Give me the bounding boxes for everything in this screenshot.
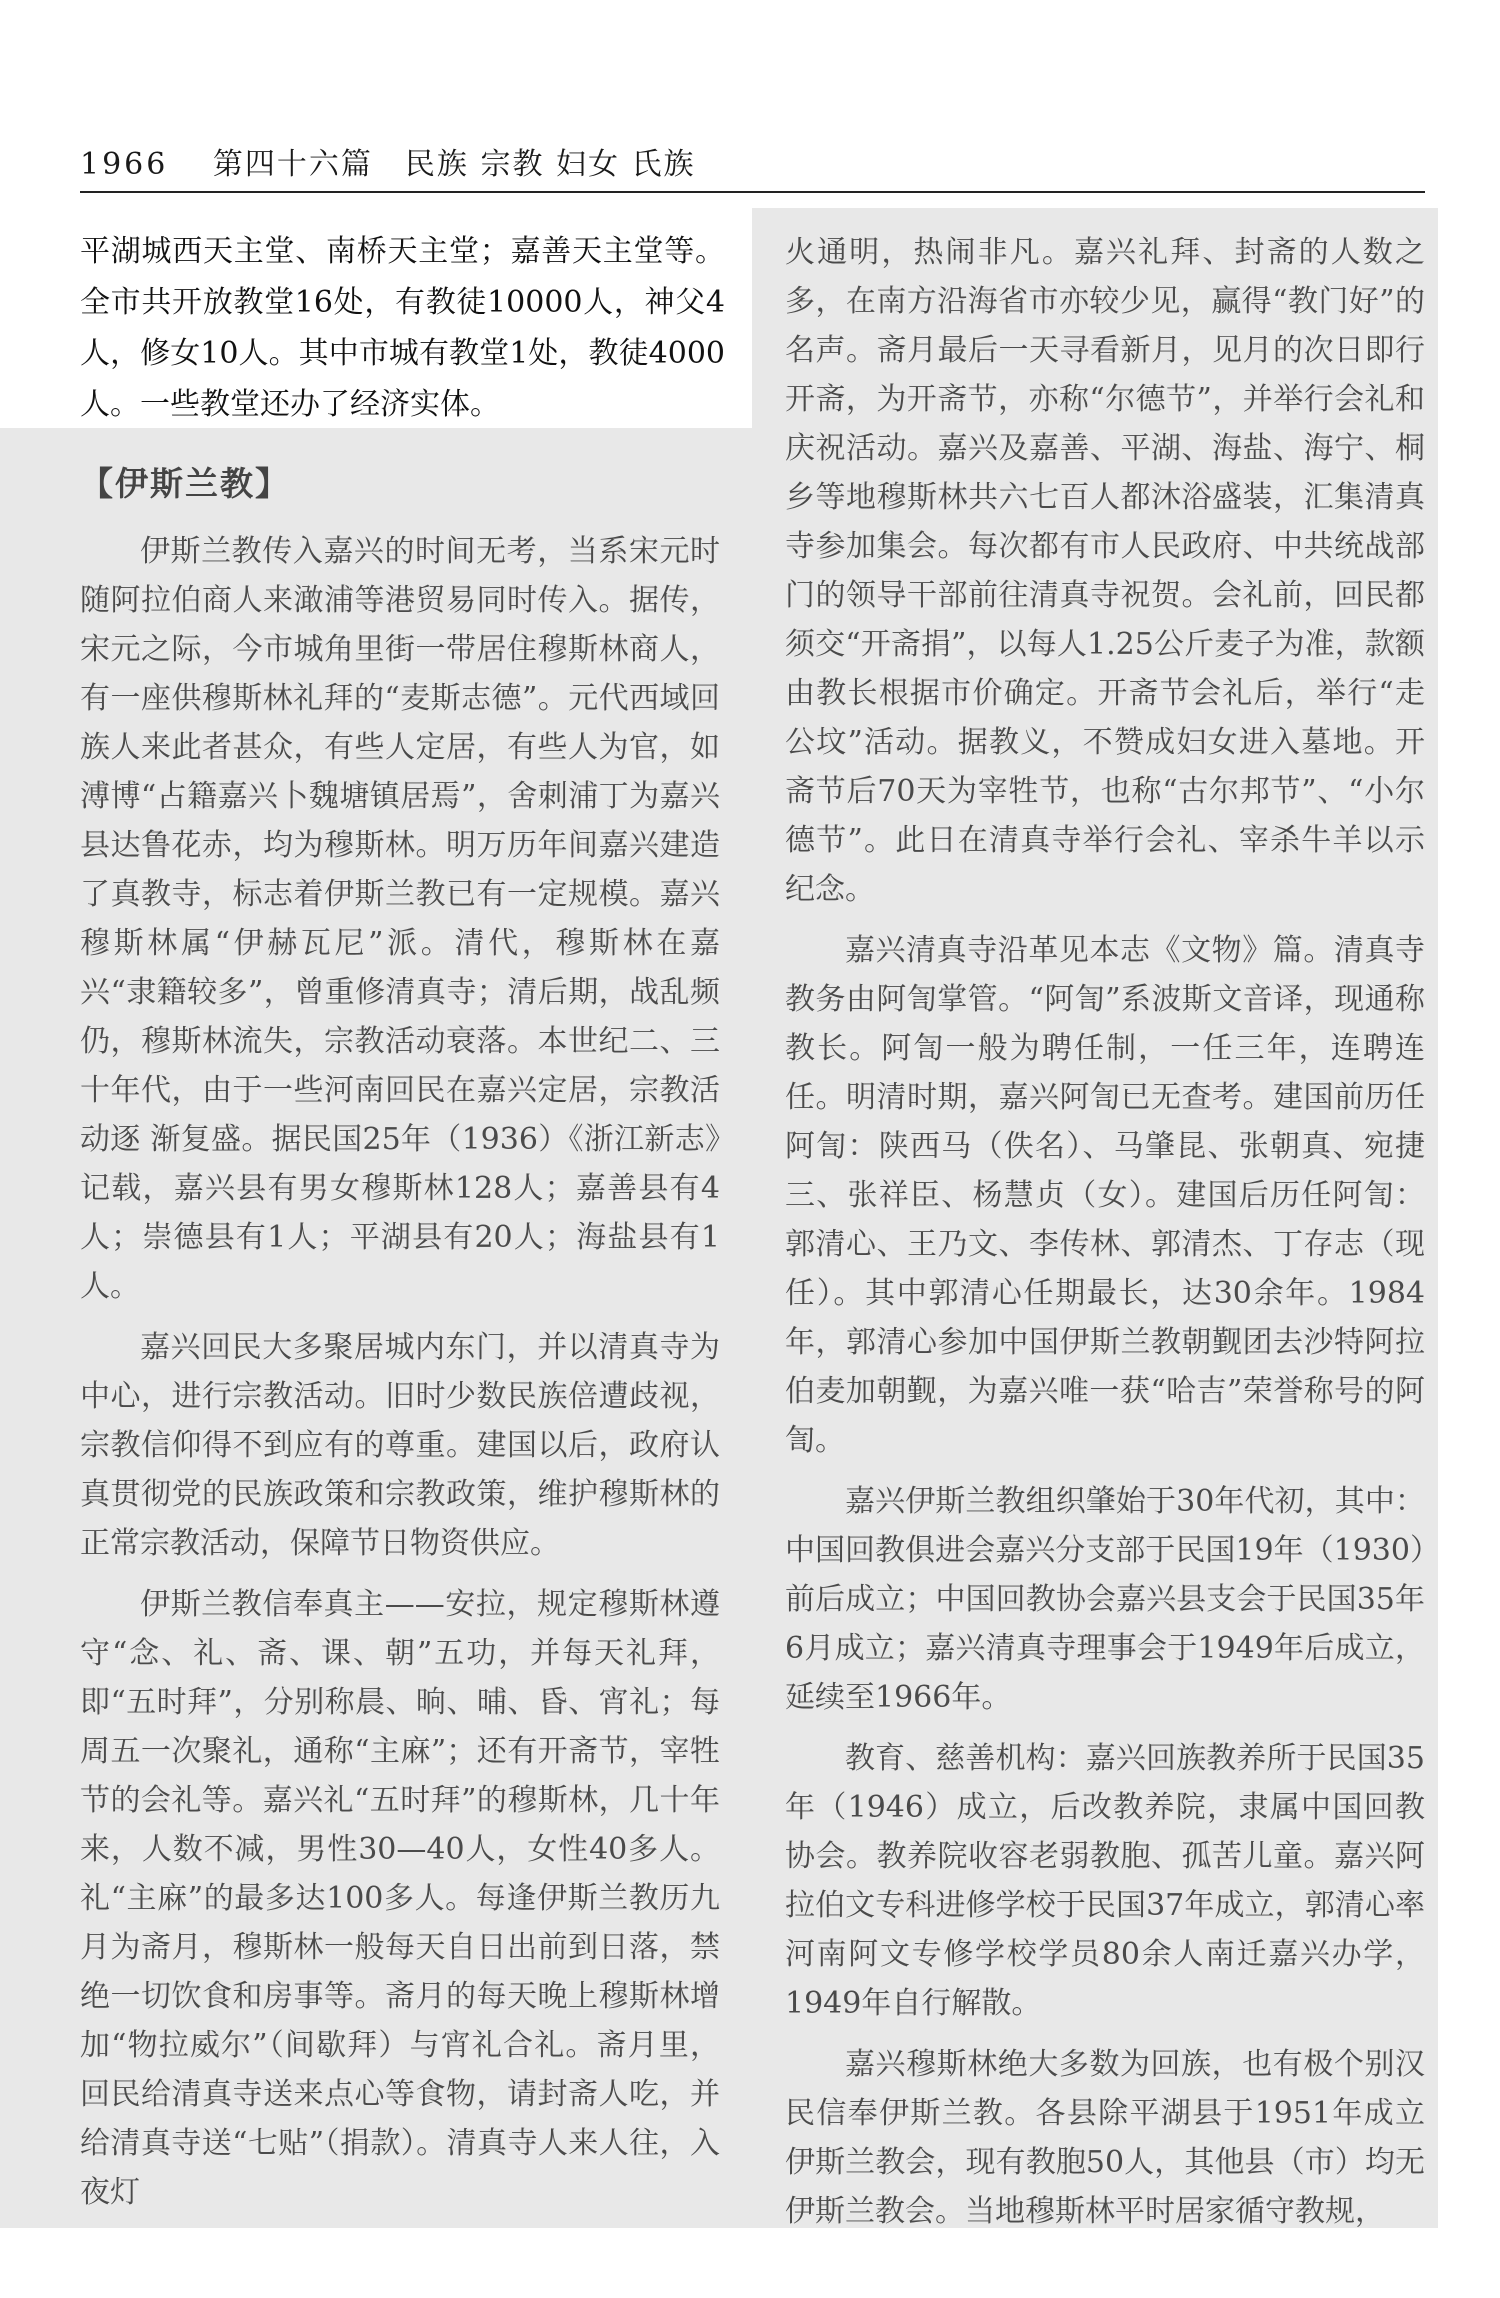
left-column — [80, 527, 720, 2229]
paragraph: 嘉兴伊斯兰教组织肇始于30年代初，其中：中国回教俱进会嘉兴分支部于民国19年（1930）前后成立；中国回教协会嘉兴县支会于民国35年6月成立；嘉兴清真寺理事会于1949年后成立，延续至1966年。 — [785, 1484, 1425, 1715]
paragraph: 嘉兴回民大多聚居城内东门，并以清真寺为中心，进行宗教活动。旧时少数民族倍遭歧视，宗教信仰得不到应有的尊重。建国以后，政府认真贯彻党的民族政策和宗教政策，维护穆斯林的正常宗教活动，保障节日物资供应。 — [80, 1330, 720, 1561]
paragraph: 嘉兴清真寺沿革见本志《文物》篇。清真寺教务由阿訇掌管。“阿訇”系波斯文音译，现通称教长。阿訇一般为聘任制，一任三年，连聘连任。明清时期，嘉兴阿訇已无查考。建国前历任阿訇：陕西马（佚名）、马肇昆、张朝真、宛捷三、张祥臣、杨慧贞（女）。建国后历任阿訇：郭清心、王乃文、李传林、郭清杰、丁存志（现任）。其中郭清心任期最长，达30余年。1984年，郭清心参加中国伊斯兰教朝觐团去沙特阿拉伯麦加朝觐，为嘉兴唯一获“哈吉”荣誉称号的阿訇。 — [785, 933, 1425, 1458]
page-number: 1966 — [80, 147, 169, 182]
section-title: 【伊斯兰教】 — [80, 464, 290, 503]
header-rule — [80, 191, 1425, 193]
page-header — [80, 145, 1420, 185]
right-column — [785, 228, 1425, 2248]
left-top-text — [80, 226, 725, 430]
paragraph: 平湖城西天主堂、南桥天主堂；嘉善天主堂等。全市共开放教堂16处，有教徒10000人，神父4人，修女10人。其中市城有教堂1处，教徒4000人。一些教堂还办了经济实体。 — [80, 234, 725, 422]
paragraph: 伊斯兰教传入嘉兴的时间无考，当系宋元时随阿拉伯商人来澉浦等港贸易同时传入。据传，宋元之际，今市城角里街一带居住穆斯林商人，有一座供穆斯林礼拜的“麦斯志德”。元代西域回族人来此者甚众，有些人定居，有些人为官，如溥博“占籍嘉兴卜魏塘镇居焉”，舍刺浦丁为嘉兴县达鲁花赤，均为穆斯林。明万历年间嘉兴建造了真教寺，标志着伊斯兰教已有一定规模。嘉兴穆斯林属“伊赫瓦尼”派。清代，穆斯林在嘉兴“隶籍较多”，曾重修清真寺；清后期，战乱频仍，穆斯林流失，宗教活动衰落。本世纪二、三十年代，由于一些河南回民在嘉兴定居，宗教活动逐 渐复盛。据民国25年（1936）《浙江新志》记载，嘉兴县有男女穆斯林128人；嘉善县有4人；崇德县有1人；平湖县有20人；海盐县有1人。 — [80, 534, 720, 1304]
paragraph: 伊斯兰教信奉真主——安拉，规定穆斯林遵守“念、礼、斋、课、朝”五功，并每天礼拜，即“五时拜”，分别称晨、晌、晡、昏、宵礼；每周五一次聚礼，通称“主麻”；还有开斋节，宰牲节的会礼等。嘉兴礼“五时拜”的穆斯林，几十年来，人数不减，男性30—40人，女性40多人。礼“主麻”的最多达100多人。每逢伊斯兰教历九月为斋月，穆斯林一般每天自日出前到日落，禁绝一切饮食和房事等。斋月的每天晚上穆斯林增加“物拉威尔”（间歇拜）与宵礼合礼。斋月里，回民给清真寺送来点心等食物，请封斋人吃，并给清真寺送“七贴”（捐款）。清真寺人来人往，入夜灯 — [80, 1587, 720, 2210]
paragraph: 教育、慈善机构：嘉兴回族教养所于民国35年（1946）成立，后改教养院，隶属中国回教协会。教养院收容老弱教胞、孤苦儿童。嘉兴阿拉伯文专科进修学校于民国37年成立，郭清心率河南阿文专修学校学员80余人南迁嘉兴办学，1949年自行解散。 — [785, 1741, 1425, 2021]
paragraph: 火通明，热闹非凡。嘉兴礼拜、封斋的人数之多，在南方沿海省市亦较少见，赢得“教门好”的名声。斋月最后一天寻看新月，见月的次日即行开斋，为开斋节，亦称“尔德节”，并举行会礼和庆祝活动。嘉兴及嘉善、平湖、海盐、海宁、桐乡等地穆斯林共六七百人都沐浴盛装，汇集清真寺参加集会。每次都有市人民政府、中共统战部门的领导干部前往清真寺祝贺。会礼前，回民都须交“开斋捐”，以每人1.25公斤麦子为准，款额由教长根据市价确定。开斋节会礼后，举行“走公坟”活动。据教义，不赞成妇女进入墓地。开斋节后70天为宰牲节，也称“古尔邦节”、“小尔德节”。此日在清真寺举行会礼、宰杀牛羊以示纪念。 — [785, 235, 1425, 907]
running-title: 第四十六篇 民族 宗教 妇女 氏族 — [212, 147, 696, 182]
paragraph: 嘉兴穆斯林绝大多数为回族，也有极个别汉民信奉伊斯兰教。各县除平湖县于1951年成立伊斯兰教会，现有教胞50人，其他县（市）均无伊斯兰教会。当地穆斯林平时居家循守教规， — [785, 2047, 1425, 2229]
